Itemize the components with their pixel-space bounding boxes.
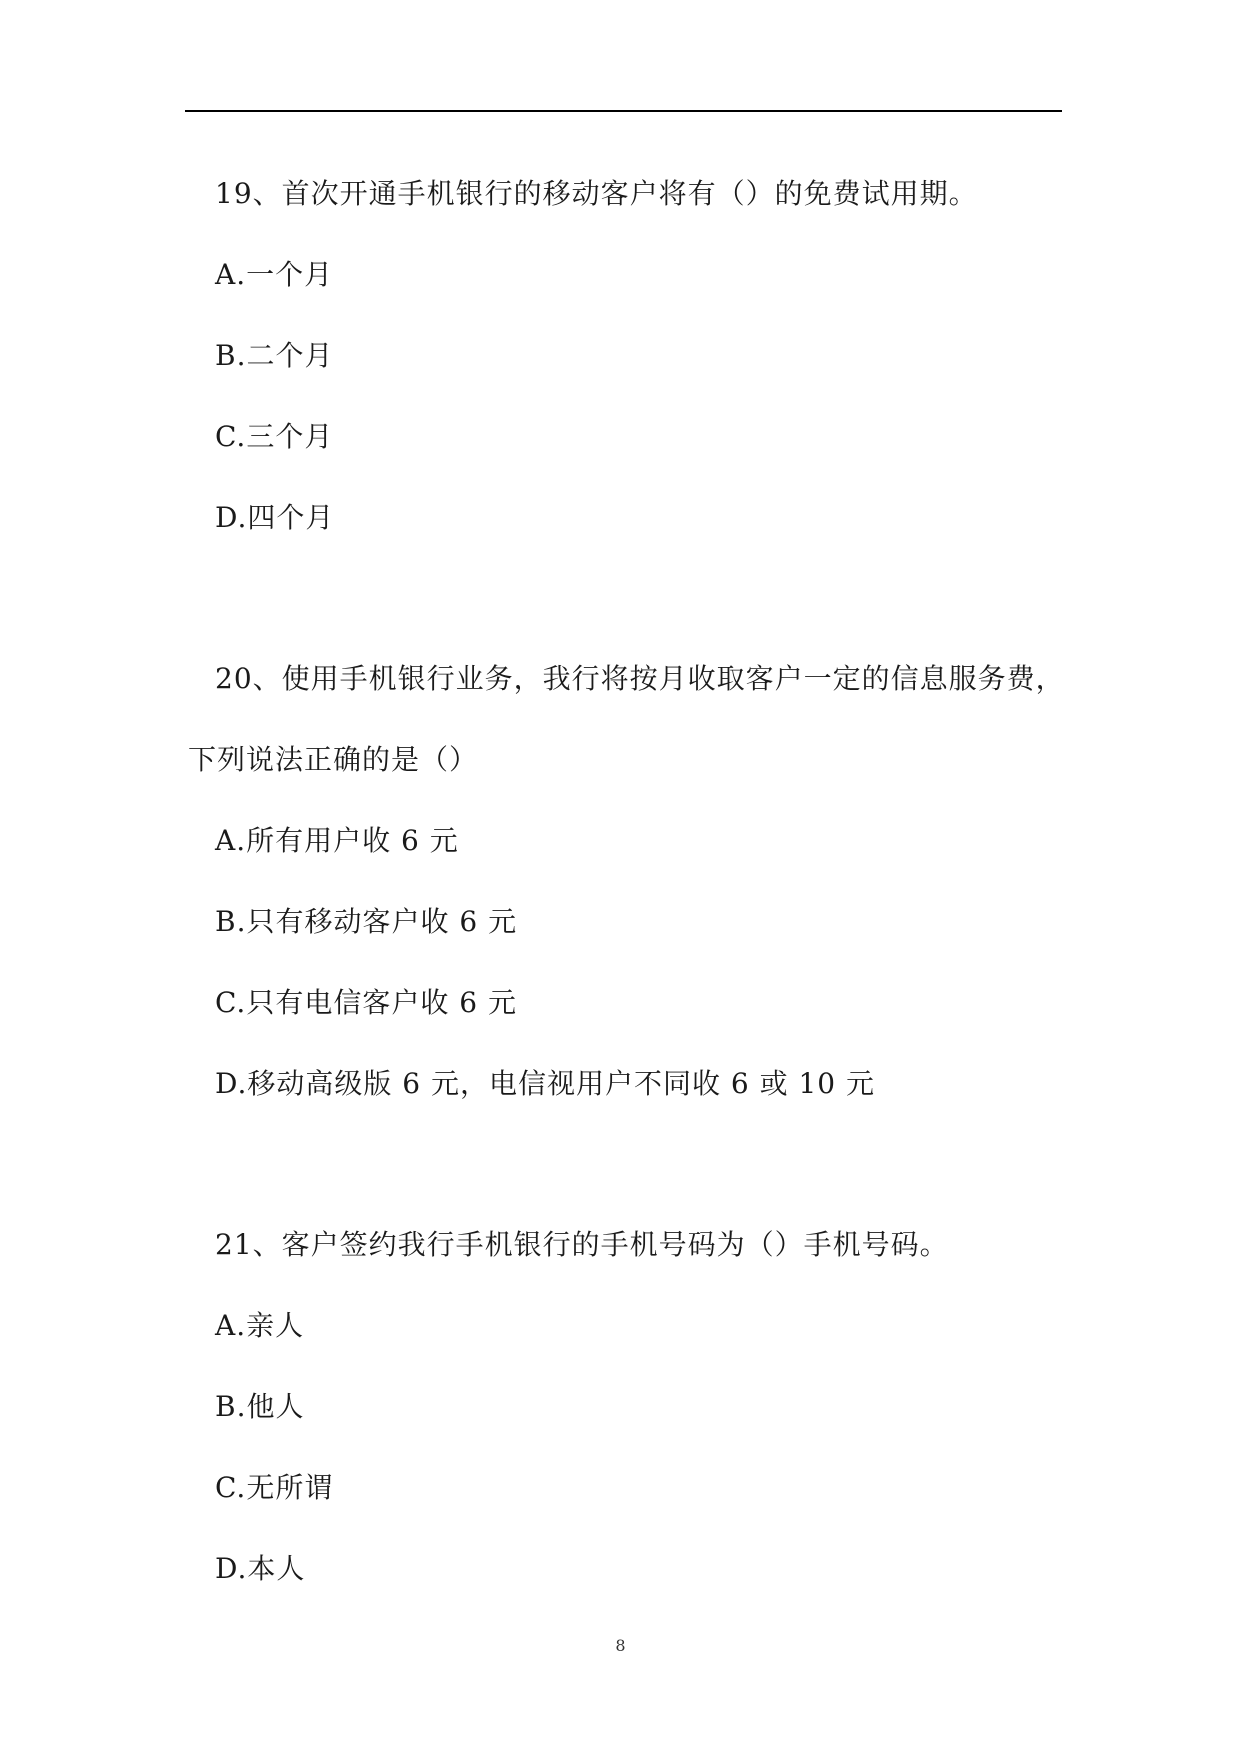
question-19-option-b: B.二个月 — [215, 339, 334, 372]
question-21-option-c: C.无所谓 — [215, 1471, 334, 1504]
question-19-option-d: D.四个月 — [215, 501, 335, 534]
question-20-option-d: D.移动高级版 6 元，电信视用户不同收 6 或 10 元 — [215, 1067, 876, 1100]
header-rule — [185, 110, 1062, 112]
question-20-option-b: B.只有移动客户收 6 元 — [215, 905, 518, 938]
question-21-option-b: B.他人 — [215, 1390, 305, 1423]
question-19-option-c: C.三个月 — [215, 420, 334, 453]
question-20-stem-line-1: 20、使用手机银行业务，我行将按月收取客户一定的信息服务费， — [215, 662, 1065, 695]
question-21-option-d: D.本人 — [215, 1552, 306, 1585]
question-21-stem: 21、客户签约我行手机银行的手机号码为（）手机号码。 — [215, 1228, 949, 1261]
page-number: 8 — [615, 1636, 626, 1655]
question-20-stem-line-2: 下列说法正确的是（） — [188, 743, 479, 776]
question-19-stem: 19、首次开通手机银行的移动客户将有（）的免费试用期。 — [215, 177, 978, 210]
question-19-option-a: A.一个月 — [215, 258, 334, 291]
question-20-option-c: C.只有电信客户收 6 元 — [215, 986, 517, 1019]
question-20-option-a: A.所有用户收 6 元 — [215, 824, 459, 857]
question-21-option-a: A.亲人 — [215, 1309, 305, 1342]
